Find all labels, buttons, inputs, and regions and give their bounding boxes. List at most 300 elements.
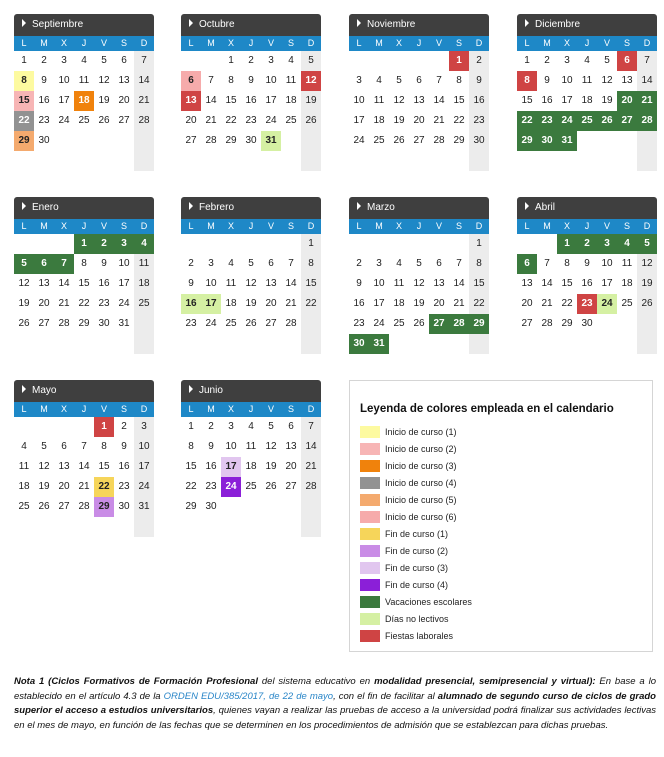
day-cell[interactable]: 21 <box>205 115 217 126</box>
day-cell[interactable]: 27 <box>429 314 449 334</box>
day-cell[interactable]: 30 <box>581 318 593 329</box>
day-cell[interactable]: 30 <box>38 135 50 146</box>
day-cell[interactable]: 20 <box>285 461 297 472</box>
day-cell[interactable]: 2 <box>208 421 214 432</box>
day-cell[interactable]: 13 <box>118 75 130 86</box>
day-cell[interactable]: 18 <box>138 278 150 289</box>
day-cell[interactable]: 25 <box>225 318 237 329</box>
day-cell[interactable]: 16 <box>118 461 130 472</box>
day-cell[interactable]: 19 <box>601 95 613 106</box>
day-cell[interactable]: 19 <box>393 115 405 126</box>
day-cell[interactable]: 9 <box>208 441 214 452</box>
day-cell[interactable]: 28 <box>285 318 297 329</box>
day-cell[interactable]: 25 <box>18 501 30 512</box>
day-cell[interactable]: 28 <box>433 135 445 146</box>
day-cell[interactable]: 3 <box>208 258 214 269</box>
day-cell[interactable]: 13 <box>521 278 533 289</box>
day-cell[interactable]: 17 <box>353 115 365 126</box>
day-cell[interactable]: 13 <box>38 278 50 289</box>
day-cell[interactable]: 22 <box>14 111 34 131</box>
day-cell[interactable]: 14 <box>58 278 70 289</box>
day-cell[interactable]: 27 <box>521 318 533 329</box>
day-cell[interactable]: 3 <box>356 75 362 86</box>
day-cell[interactable]: 10 <box>205 278 217 289</box>
day-cell[interactable]: 18 <box>225 298 237 309</box>
day-cell[interactable]: 3 <box>376 258 382 269</box>
day-cell[interactable]: 10 <box>353 95 365 106</box>
day-cell[interactable]: 9 <box>188 278 194 289</box>
day-cell[interactable]: 3 <box>141 421 147 432</box>
day-cell[interactable]: 11 <box>393 278 405 289</box>
day-cell[interactable]: 9 <box>41 75 47 86</box>
day-cell[interactable]: 6 <box>517 254 537 274</box>
day-cell[interactable]: 23 <box>38 115 50 126</box>
month-header[interactable] <box>181 197 321 219</box>
day-cell[interactable]: 6 <box>61 441 67 452</box>
day-cell[interactable]: 26 <box>413 318 425 329</box>
day-cell[interactable]: 10 <box>601 258 613 269</box>
day-cell[interactable]: 1 <box>449 51 469 71</box>
day-cell[interactable]: 8 <box>188 441 194 452</box>
day-cell[interactable]: 26 <box>38 501 50 512</box>
day-cell[interactable]: 28 <box>138 115 150 126</box>
day-cell[interactable]: 5 <box>268 421 274 432</box>
day-cell[interactable]: 29 <box>561 318 573 329</box>
day-cell[interactable]: 23 <box>537 111 557 131</box>
day-cell[interactable]: 25 <box>138 298 150 309</box>
day-cell[interactable]: 27 <box>118 115 130 126</box>
day-cell[interactable]: 28 <box>637 111 657 131</box>
day-cell[interactable]: 5 <box>101 55 107 66</box>
month-header[interactable] <box>181 380 321 402</box>
day-cell[interactable]: 18 <box>285 95 297 106</box>
day-cell[interactable]: 14 <box>205 95 217 106</box>
day-cell[interactable]: 9 <box>544 75 550 86</box>
day-cell[interactable]: 3 <box>597 234 617 254</box>
day-cell[interactable]: 5 <box>604 55 610 66</box>
day-cell[interactable]: 18 <box>393 298 405 309</box>
day-cell[interactable]: 17 <box>118 278 130 289</box>
day-cell[interactable]: 9 <box>356 278 362 289</box>
day-cell[interactable]: 16 <box>98 278 110 289</box>
day-cell[interactable]: 29 <box>469 314 489 334</box>
day-cell[interactable]: 11 <box>621 258 633 269</box>
day-cell[interactable]: 17 <box>265 95 277 106</box>
day-cell[interactable]: 26 <box>245 318 257 329</box>
day-cell[interactable]: 18 <box>581 95 593 106</box>
day-cell[interactable]: 21 <box>138 95 150 106</box>
day-cell[interactable]: 17 <box>373 298 385 309</box>
orden-link[interactable]: ORDEN EDU/385/2017, de 22 de mayo <box>163 690 334 702</box>
day-cell[interactable]: 19 <box>641 278 653 289</box>
day-cell[interactable]: 6 <box>617 51 637 71</box>
day-cell[interactable]: 8 <box>81 258 87 269</box>
day-cell[interactable]: 15 <box>98 461 110 472</box>
day-cell[interactable]: 30 <box>98 318 110 329</box>
day-cell[interactable]: 10 <box>373 278 385 289</box>
day-cell[interactable]: 30 <box>118 501 130 512</box>
day-cell[interactable]: 9 <box>476 75 482 86</box>
day-cell[interactable]: 19 <box>98 95 110 106</box>
day-cell[interactable]: 8 <box>456 75 462 86</box>
day-cell[interactable]: 13 <box>621 75 633 86</box>
day-cell[interactable]: 11 <box>225 278 237 289</box>
day-cell[interactable]: 20 <box>38 298 50 309</box>
day-cell[interactable]: 12 <box>393 95 405 106</box>
day-cell[interactable]: 3 <box>114 234 134 254</box>
day-cell[interactable]: 3 <box>228 421 234 432</box>
day-cell[interactable]: 22 <box>305 298 317 309</box>
day-cell[interactable]: 4 <box>396 258 402 269</box>
day-cell[interactable]: 28 <box>541 318 553 329</box>
day-cell[interactable]: 20 <box>617 91 637 111</box>
day-cell[interactable]: 26 <box>98 115 110 126</box>
day-cell[interactable]: 2 <box>544 55 550 66</box>
day-cell[interactable]: 11 <box>285 75 297 86</box>
day-cell[interactable]: 23 <box>118 481 130 492</box>
day-cell[interactable]: 30 <box>349 334 369 354</box>
day-cell[interactable]: 16 <box>38 95 50 106</box>
day-cell[interactable]: 11 <box>373 95 385 106</box>
day-cell[interactable]: 4 <box>617 234 637 254</box>
day-cell[interactable]: 16 <box>245 95 257 106</box>
day-cell[interactable]: 24 <box>597 294 617 314</box>
day-cell[interactable]: 4 <box>228 258 234 269</box>
day-cell[interactable]: 5 <box>41 441 47 452</box>
day-cell[interactable]: 2 <box>188 258 194 269</box>
day-cell[interactable]: 2 <box>476 55 482 66</box>
day-cell[interactable]: 25 <box>78 115 90 126</box>
day-cell[interactable]: 24 <box>353 135 365 146</box>
day-cell[interactable]: 18 <box>18 481 30 492</box>
day-cell[interactable]: 6 <box>121 55 127 66</box>
day-cell[interactable]: 21 <box>305 461 317 472</box>
day-cell[interactable]: 28 <box>305 481 317 492</box>
day-cell[interactable]: 15 <box>185 461 197 472</box>
day-cell[interactable]: 14 <box>285 278 297 289</box>
day-cell[interactable]: 20 <box>58 481 70 492</box>
day-cell[interactable]: 11 <box>138 258 150 269</box>
day-cell[interactable]: 25 <box>373 135 385 146</box>
day-cell[interactable]: 17 <box>201 294 221 314</box>
day-cell[interactable]: 10 <box>118 258 130 269</box>
day-cell[interactable]: 6 <box>288 421 294 432</box>
day-cell[interactable]: 17 <box>58 95 70 106</box>
day-cell[interactable]: 14 <box>641 75 653 86</box>
day-cell[interactable]: 1 <box>524 55 530 66</box>
day-cell[interactable]: 20 <box>521 298 533 309</box>
day-cell[interactable]: 7 <box>208 75 214 86</box>
day-cell[interactable]: 6 <box>416 75 422 86</box>
day-cell[interactable]: 28 <box>205 135 217 146</box>
day-cell[interactable]: 7 <box>141 55 147 66</box>
day-cell[interactable]: 23 <box>245 115 257 126</box>
day-cell[interactable]: 7 <box>288 258 294 269</box>
day-cell[interactable]: 17 <box>138 461 150 472</box>
day-cell[interactable]: 7 <box>436 75 442 86</box>
day-cell[interactable]: 25 <box>621 298 633 309</box>
day-cell[interactable]: 29 <box>185 501 197 512</box>
day-cell[interactable]: 29 <box>14 131 34 151</box>
day-cell[interactable]: 20 <box>433 298 445 309</box>
day-cell[interactable]: 1 <box>94 417 114 437</box>
day-cell[interactable]: 1 <box>21 55 27 66</box>
day-cell[interactable]: 30 <box>473 135 485 146</box>
day-cell[interactable]: 13 <box>433 278 445 289</box>
day-cell[interactable]: 24 <box>205 318 217 329</box>
day-cell[interactable]: 3 <box>564 55 570 66</box>
day-cell[interactable]: 6 <box>181 71 201 91</box>
day-cell[interactable]: 19 <box>18 298 30 309</box>
day-cell[interactable]: 22 <box>78 298 90 309</box>
day-cell[interactable]: 22 <box>473 298 485 309</box>
day-cell[interactable]: 4 <box>288 55 294 66</box>
day-cell[interactable]: 1 <box>476 238 482 249</box>
day-cell[interactable]: 29 <box>453 135 465 146</box>
day-cell[interactable]: 25 <box>245 481 257 492</box>
day-cell[interactable]: 4 <box>21 441 27 452</box>
day-cell[interactable]: 6 <box>436 258 442 269</box>
day-cell[interactable]: 13 <box>181 91 201 111</box>
day-cell[interactable]: 5 <box>416 258 422 269</box>
day-cell[interactable]: 20 <box>118 95 130 106</box>
day-cell[interactable]: 30 <box>205 501 217 512</box>
day-cell[interactable]: 2 <box>94 234 114 254</box>
day-cell[interactable]: 16 <box>205 461 217 472</box>
month-header[interactable] <box>14 14 154 36</box>
day-cell[interactable]: 8 <box>517 71 537 91</box>
month-header[interactable] <box>517 197 657 219</box>
day-cell[interactable]: 12 <box>98 75 110 86</box>
day-cell[interactable]: 22 <box>517 111 537 131</box>
day-cell[interactable]: 12 <box>301 71 321 91</box>
day-cell[interactable]: 6 <box>34 254 54 274</box>
day-cell[interactable]: 17 <box>221 457 241 477</box>
month-header[interactable] <box>14 380 154 402</box>
day-cell[interactable]: 11 <box>581 75 593 86</box>
day-cell[interactable]: 8 <box>564 258 570 269</box>
day-cell[interactable]: 24 <box>118 298 130 309</box>
day-cell[interactable]: 16 <box>581 278 593 289</box>
day-cell[interactable]: 15 <box>473 278 485 289</box>
day-cell[interactable]: 8 <box>228 75 234 86</box>
day-cell[interactable]: 21 <box>58 298 70 309</box>
day-cell[interactable]: 16 <box>473 95 485 106</box>
day-cell[interactable]: 14 <box>541 278 553 289</box>
day-cell[interactable]: 3 <box>268 55 274 66</box>
day-cell[interactable]: 28 <box>78 501 90 512</box>
day-cell[interactable]: 13 <box>413 95 425 106</box>
day-cell[interactable]: 19 <box>265 461 277 472</box>
day-cell[interactable]: 21 <box>433 115 445 126</box>
day-cell[interactable]: 9 <box>584 258 590 269</box>
day-cell[interactable]: 26 <box>641 298 653 309</box>
day-cell[interactable]: 28 <box>449 314 469 334</box>
day-cell[interactable]: 12 <box>601 75 613 86</box>
day-cell[interactable]: 14 <box>305 441 317 452</box>
day-cell[interactable]: 31 <box>369 334 389 354</box>
day-cell[interactable]: 15 <box>78 278 90 289</box>
day-cell[interactable]: 14 <box>433 95 445 106</box>
day-cell[interactable]: 7 <box>456 258 462 269</box>
day-cell[interactable]: 16 <box>353 298 365 309</box>
day-cell[interactable]: 23 <box>205 481 217 492</box>
day-cell[interactable]: 4 <box>134 234 154 254</box>
day-cell[interactable]: 24 <box>138 481 150 492</box>
day-cell[interactable]: 19 <box>413 298 425 309</box>
day-cell[interactable]: 31 <box>138 501 150 512</box>
day-cell[interactable]: 8 <box>101 441 107 452</box>
day-cell[interactable]: 23 <box>185 318 197 329</box>
day-cell[interactable]: 29 <box>225 135 237 146</box>
day-cell[interactable]: 2 <box>577 234 597 254</box>
day-cell[interactable]: 23 <box>473 115 485 126</box>
day-cell[interactable]: 9 <box>248 75 254 86</box>
day-cell[interactable]: 26 <box>393 135 405 146</box>
day-cell[interactable]: 21 <box>453 298 465 309</box>
day-cell[interactable]: 21 <box>637 91 657 111</box>
day-cell[interactable]: 12 <box>265 441 277 452</box>
day-cell[interactable]: 17 <box>561 95 573 106</box>
day-cell[interactable]: 7 <box>81 441 87 452</box>
day-cell[interactable]: 29 <box>517 131 537 151</box>
day-cell[interactable]: 1 <box>308 238 314 249</box>
day-cell[interactable]: 21 <box>285 298 297 309</box>
day-cell[interactable]: 1 <box>74 234 94 254</box>
month-header[interactable] <box>349 14 489 36</box>
day-cell[interactable]: 15 <box>305 278 317 289</box>
day-cell[interactable]: 10 <box>265 75 277 86</box>
day-cell[interactable]: 16 <box>181 294 201 314</box>
day-cell[interactable]: 4 <box>248 421 254 432</box>
day-cell[interactable]: 27 <box>285 481 297 492</box>
day-cell[interactable]: 1 <box>228 55 234 66</box>
day-cell[interactable]: 27 <box>413 135 425 146</box>
day-cell[interactable]: 11 <box>245 441 257 452</box>
day-cell[interactable]: 30 <box>245 135 257 146</box>
day-cell[interactable]: 23 <box>98 298 110 309</box>
day-cell[interactable]: 20 <box>185 115 197 126</box>
day-cell[interactable]: 19 <box>38 481 50 492</box>
day-cell[interactable]: 18 <box>621 278 633 289</box>
day-cell[interactable]: 5 <box>248 258 254 269</box>
day-cell[interactable]: 18 <box>74 91 94 111</box>
day-cell[interactable]: 14 <box>138 75 150 86</box>
day-cell[interactable]: 24 <box>221 477 241 497</box>
day-cell[interactable]: 20 <box>265 298 277 309</box>
day-cell[interactable]: 22 <box>453 115 465 126</box>
day-cell[interactable]: 2 <box>248 55 254 66</box>
day-cell[interactable]: 5 <box>308 55 314 66</box>
month-header[interactable] <box>517 14 657 36</box>
day-cell[interactable]: 3 <box>61 55 67 66</box>
day-cell[interactable]: 27 <box>185 135 197 146</box>
day-cell[interactable]: 7 <box>544 258 550 269</box>
day-cell[interactable]: 10 <box>138 441 150 452</box>
day-cell[interactable]: 10 <box>58 75 70 86</box>
day-cell[interactable]: 27 <box>58 501 70 512</box>
month-header[interactable] <box>349 197 489 219</box>
day-cell[interactable]: 16 <box>541 95 553 106</box>
day-cell[interactable]: 31 <box>118 318 130 329</box>
day-cell[interactable]: 15 <box>453 95 465 106</box>
day-cell[interactable]: 1 <box>557 234 577 254</box>
day-cell[interactable]: 6 <box>268 258 274 269</box>
day-cell[interactable]: 10 <box>561 75 573 86</box>
day-cell[interactable]: 25 <box>285 115 297 126</box>
day-cell[interactable]: 7 <box>308 421 314 432</box>
day-cell[interactable]: 26 <box>265 481 277 492</box>
day-cell[interactable]: 15 <box>14 91 34 111</box>
day-cell[interactable]: 23 <box>577 294 597 314</box>
day-cell[interactable]: 15 <box>225 95 237 106</box>
day-cell[interactable]: 18 <box>245 461 257 472</box>
day-cell[interactable]: 13 <box>285 441 297 452</box>
day-cell[interactable]: 13 <box>265 278 277 289</box>
day-cell[interactable]: 18 <box>373 115 385 126</box>
day-cell[interactable]: 8 <box>308 258 314 269</box>
day-cell[interactable]: 12 <box>413 278 425 289</box>
day-cell[interactable]: 29 <box>94 497 114 517</box>
day-cell[interactable]: 25 <box>577 111 597 131</box>
month-header[interactable] <box>14 197 154 219</box>
day-cell[interactable]: 7 <box>54 254 74 274</box>
day-cell[interactable]: 2 <box>356 258 362 269</box>
day-cell[interactable]: 9 <box>121 441 127 452</box>
day-cell[interactable]: 5 <box>14 254 34 274</box>
day-cell[interactable]: 28 <box>58 318 70 329</box>
day-cell[interactable]: 11 <box>78 75 90 86</box>
day-cell[interactable]: 8 <box>14 71 34 91</box>
day-cell[interactable]: 12 <box>641 258 653 269</box>
day-cell[interactable]: 22 <box>225 115 237 126</box>
day-cell[interactable]: 22 <box>185 481 197 492</box>
day-cell[interactable]: 26 <box>305 115 317 126</box>
day-cell[interactable]: 2 <box>121 421 127 432</box>
day-cell[interactable]: 30 <box>537 131 557 151</box>
day-cell[interactable]: 23 <box>353 318 365 329</box>
day-cell[interactable]: 21 <box>78 481 90 492</box>
day-cell[interactable]: 14 <box>453 278 465 289</box>
day-cell[interactable]: 29 <box>78 318 90 329</box>
day-cell[interactable]: 22 <box>94 477 114 497</box>
day-cell[interactable]: 14 <box>78 461 90 472</box>
day-cell[interactable]: 31 <box>261 131 281 151</box>
day-cell[interactable]: 1 <box>188 421 194 432</box>
day-cell[interactable]: 8 <box>476 258 482 269</box>
day-cell[interactable]: 13 <box>58 461 70 472</box>
day-cell[interactable]: 12 <box>18 278 30 289</box>
day-cell[interactable]: 12 <box>245 278 257 289</box>
day-cell[interactable]: 11 <box>18 461 30 472</box>
day-cell[interactable]: 15 <box>561 278 573 289</box>
day-cell[interactable]: 27 <box>617 111 637 131</box>
day-cell[interactable]: 5 <box>396 75 402 86</box>
day-cell[interactable]: 19 <box>305 95 317 106</box>
day-cell[interactable]: 10 <box>225 441 237 452</box>
day-cell[interactable]: 27 <box>38 318 50 329</box>
day-cell[interactable]: 4 <box>584 55 590 66</box>
day-cell[interactable]: 9 <box>101 258 107 269</box>
day-cell[interactable]: 4 <box>81 55 87 66</box>
day-cell[interactable]: 4 <box>376 75 382 86</box>
day-cell[interactable]: 27 <box>265 318 277 329</box>
day-cell[interactable]: 15 <box>521 95 533 106</box>
day-cell[interactable]: 24 <box>58 115 70 126</box>
day-cell[interactable]: 5 <box>637 234 657 254</box>
day-cell[interactable]: 26 <box>597 111 617 131</box>
day-cell[interactable]: 21 <box>541 298 553 309</box>
